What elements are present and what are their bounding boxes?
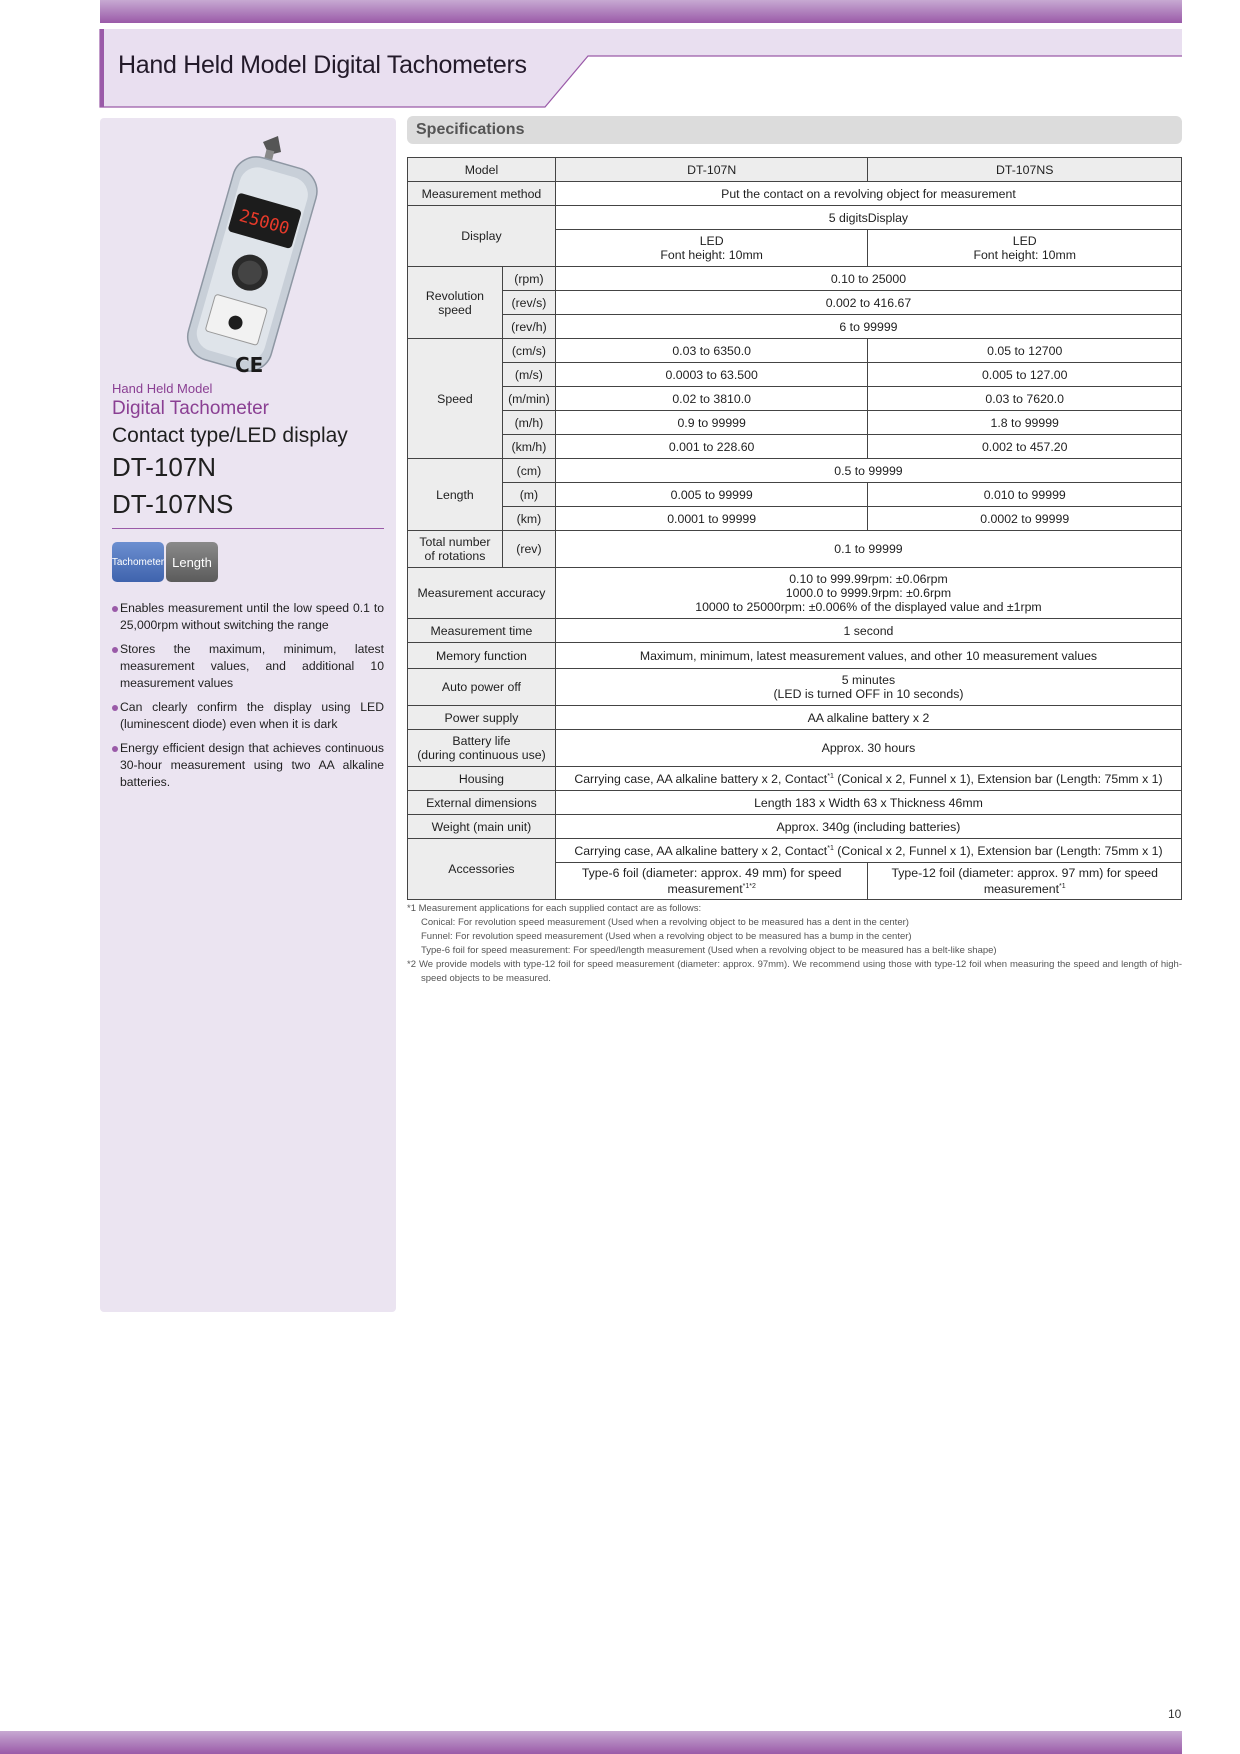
category-badges xyxy=(112,542,218,582)
accuracy-value: 0.10 to 999.99rpm: ±0.06rpm 1000.0 to 9999.9rpm: ±0.6rpm 10000 to 25000rpm: ±0.006% of the displayed value and ±1rpm xyxy=(555,568,1181,619)
tachometer-device-image xyxy=(160,124,340,386)
footnote: Type-6 foil for speed measurement: For speed/length measurement (Used when a revolving object to be measured has a belt-like shape) xyxy=(421,945,997,956)
method-label: Measurement method xyxy=(408,182,556,206)
value-cell: 0.002 to 416.67 xyxy=(555,291,1181,315)
revolution-speed-label: Revolution speed xyxy=(408,267,503,339)
value-cell: 0.0002 to 99999 xyxy=(868,507,1182,531)
value-cell: 0.010 to 99999 xyxy=(868,483,1182,507)
value-cell: 0.02 to 3810.0 xyxy=(555,387,868,411)
table-row xyxy=(408,158,1182,182)
table-row xyxy=(408,363,1182,387)
unit-cell: (cm) xyxy=(502,459,555,483)
value-cell: 0.0003 to 63.500 xyxy=(555,363,868,387)
table-row xyxy=(408,459,1182,483)
weight-label: Weight (main unit) xyxy=(408,815,556,839)
top-decorative-bar xyxy=(100,0,1182,23)
footnote: Funnel: For revolution speed measurement (Used when a revolving object to be measured has a bump in the center) xyxy=(421,931,912,942)
memory-label: Memory function xyxy=(408,643,556,669)
table-row xyxy=(408,387,1182,411)
badge-length: Length xyxy=(166,542,218,582)
table-row xyxy=(408,315,1182,339)
power-label: Power supply xyxy=(408,706,556,730)
table-row xyxy=(408,706,1182,730)
table-row xyxy=(408,791,1182,815)
table-row xyxy=(408,267,1182,291)
display-b: LED Font height: 10mm xyxy=(868,230,1182,267)
unit-cell: (rpm) xyxy=(502,267,555,291)
table-row xyxy=(408,839,1182,863)
value-cell: 0.03 to 7620.0 xyxy=(868,387,1182,411)
value-cell: 0.03 to 6350.0 xyxy=(555,339,868,363)
dimensions-label: External dimensions xyxy=(408,791,556,815)
bottom-decorative-bar xyxy=(0,1731,1182,1754)
accuracy-label: Measurement accuracy xyxy=(408,568,556,619)
page-number: 10 xyxy=(1168,1707,1182,1721)
device-led-readout: 25000 xyxy=(236,206,292,240)
value-cell: 0.001 to 228.60 xyxy=(555,435,868,459)
product-name: Digital Tachometer xyxy=(112,398,270,419)
power-value: AA alkaline battery x 2 xyxy=(555,706,1181,730)
value-cell: 0.1 to 99999 xyxy=(555,531,1181,568)
weight-value: Approx. 340g (including batteries) xyxy=(555,815,1181,839)
footnote: Conical: For revolution speed measurement (Used when a revolving object to be measured has a dent in the center) xyxy=(421,917,909,928)
value-cell: 0.5 to 99999 xyxy=(555,459,1181,483)
unit-cell: (km) xyxy=(502,507,555,531)
display-digits: 5 digitsDisplay xyxy=(555,206,1181,230)
housing-value: Carrying case, AA alkaline battery x 2, Contact$^{*1}$ (Conical x 2, Funnel x 1), Extension bar (Length: 75mm x 1) xyxy=(555,767,1181,791)
unit-cell: (rev/h) xyxy=(502,315,555,339)
table-row xyxy=(408,619,1182,643)
badge-tachometer: Tachometer xyxy=(112,542,164,582)
autooff-value: 5 minutes (LED is turned OFF in 10 seconds) xyxy=(555,669,1181,706)
sidebar-divider xyxy=(112,528,384,529)
value-cell: 0.005 to 127.00 xyxy=(868,363,1182,387)
feature-item: Enables measurement until the low speed 0.1 to 25,000rpm without switching the range xyxy=(112,600,384,634)
time-label: Measurement time xyxy=(408,619,556,643)
battery-value: Approx. 30 hours xyxy=(555,730,1181,767)
dimensions-value: Length 183 x Width 63 x Thickness 46mm xyxy=(555,791,1181,815)
unit-cell: (m) xyxy=(502,483,555,507)
model-col-b: DT-107NS xyxy=(868,158,1182,182)
table-row xyxy=(408,815,1182,839)
model-col-a: DT-107N xyxy=(555,158,868,182)
table-row xyxy=(408,182,1182,206)
accessories-label: Accessories xyxy=(408,839,556,900)
ce-mark-icon xyxy=(235,353,264,377)
table-row xyxy=(408,643,1182,669)
autooff-label: Auto power off xyxy=(408,669,556,706)
unit-cell: (cm/s) xyxy=(502,339,555,363)
product-type: Contact type/LED display xyxy=(112,424,348,447)
table-row xyxy=(408,206,1182,230)
value-cell: 0.10 to 25000 xyxy=(555,267,1181,291)
model-label: Model xyxy=(408,158,556,182)
unit-cell: (rev) xyxy=(502,531,555,568)
display-label: Display xyxy=(408,206,556,267)
unit-cell: (rev/s) xyxy=(502,291,555,315)
svg-text:CE: CE xyxy=(235,353,264,377)
battery-label: Battery life (during continuous use) xyxy=(408,730,556,767)
table-row xyxy=(408,291,1182,315)
title-band xyxy=(100,29,1182,107)
table-row xyxy=(408,767,1182,791)
page-title: Hand Held Model Digital Tachometers xyxy=(118,51,527,79)
feature-item: Energy efficient design that achieves continuous 30-hour measurement using two AA alkaline batteries. xyxy=(112,740,384,791)
footnote: *2 We provide models with type-12 foil for speed measurement (diameter: approx. 97mm). We recommend using those with type-12 foil when measuring the speed and length of high-speed objects to be measured. xyxy=(407,959,1182,984)
method-value: Put the contact on a revolving object for measurement xyxy=(555,182,1181,206)
unit-cell: (m/min) xyxy=(502,387,555,411)
table-row xyxy=(408,435,1182,459)
feature-list xyxy=(112,600,384,798)
footnote: *1 Measurement applications for each supplied contact are as follows: xyxy=(407,903,702,914)
table-row xyxy=(408,531,1182,568)
value-cell: 6 to 99999 xyxy=(555,315,1181,339)
specifications-table xyxy=(407,157,1182,900)
footnotes xyxy=(407,902,1182,986)
accessories-b: Type-12 foil (diameter: approx. 97 mm) for speed measurement$^{*1}$ xyxy=(868,863,1182,900)
display-a: LED Font height: 10mm xyxy=(555,230,868,267)
total-rotations-label: Total number of rotations xyxy=(408,531,503,568)
unit-cell: (m/s) xyxy=(502,363,555,387)
feature-item: Can clearly confirm the display using LED (luminescent diode) even when it is dark xyxy=(112,699,384,733)
table-row xyxy=(408,669,1182,706)
product-sidebar xyxy=(100,118,396,1312)
value-cell: 0.002 to 457.20 xyxy=(868,435,1182,459)
table-row xyxy=(408,483,1182,507)
table-row xyxy=(408,411,1182,435)
table-row xyxy=(408,339,1182,363)
feature-item: Stores the maximum, minimum, latest measurement values, and additional 10 measurement values xyxy=(112,641,384,692)
table-row xyxy=(408,730,1182,767)
unit-cell: (m/h) xyxy=(502,411,555,435)
time-value: 1 second xyxy=(555,619,1181,643)
product-subtitle: Hand Held Model xyxy=(112,381,213,396)
table-row xyxy=(408,568,1182,619)
value-cell: 0.0001 to 99999 xyxy=(555,507,868,531)
specifications-heading: Specifications xyxy=(407,116,1182,144)
model-name-1: DT-107N xyxy=(112,452,217,482)
table-row xyxy=(408,507,1182,531)
value-cell: 1.8 to 99999 xyxy=(868,411,1182,435)
model-name-2: DT-107NS xyxy=(112,489,234,519)
value-cell: 0.05 to 12700 xyxy=(868,339,1182,363)
accessories-a: Type-6 foil (diameter: approx. 49 mm) for speed measurement$^{*1*2}$ xyxy=(555,863,868,900)
value-cell: 0.9 to 99999 xyxy=(555,411,868,435)
memory-value: Maximum, minimum, latest measurement values, and other 10 measurement values xyxy=(555,643,1181,669)
unit-cell: (km/h) xyxy=(502,435,555,459)
housing-label: Housing xyxy=(408,767,556,791)
length-label: Length xyxy=(408,459,503,531)
accessories-common: Carrying case, AA alkaline battery x 2, Contact$^{*1}$ (Conical x 2, Funnel x 1), Extension bar (Length: 75mm x 1) xyxy=(555,839,1181,863)
speed-label: Speed xyxy=(408,339,503,459)
value-cell: 0.005 to 99999 xyxy=(555,483,868,507)
